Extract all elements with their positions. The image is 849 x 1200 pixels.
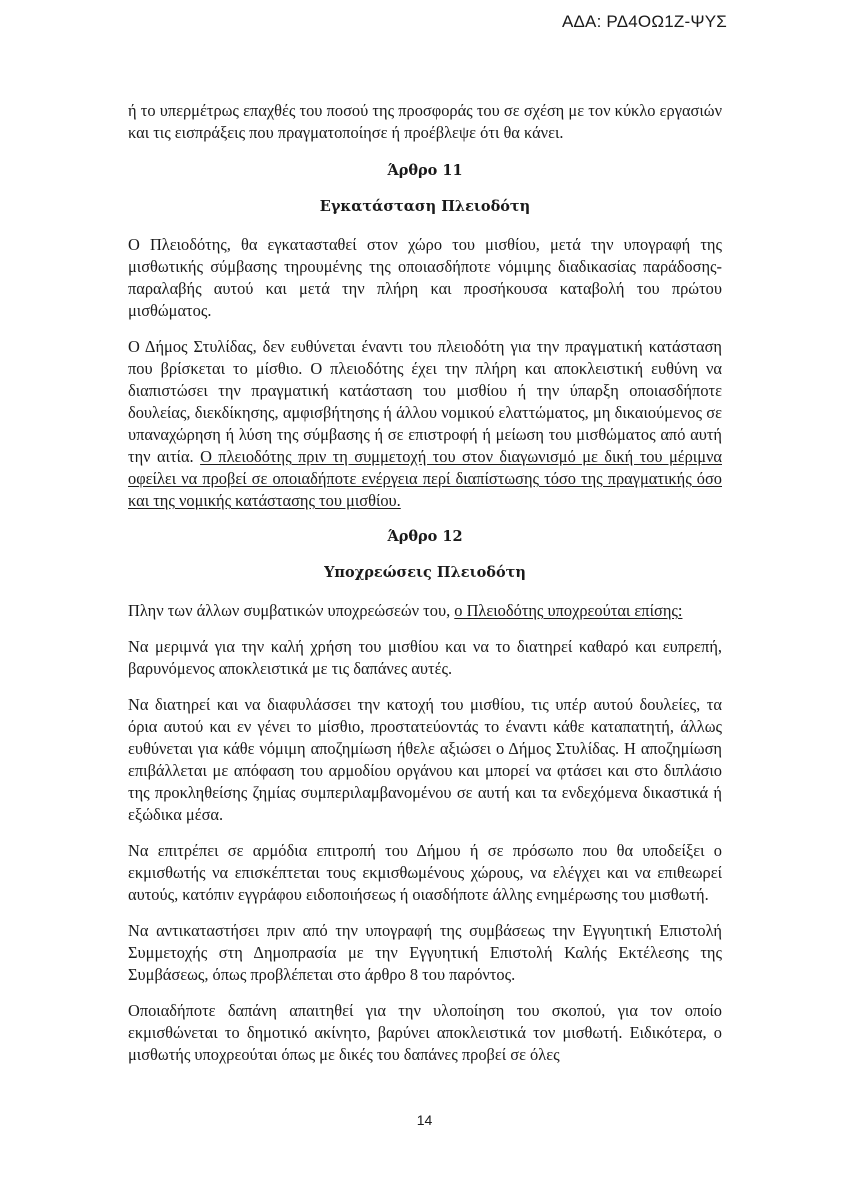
article-12-paragraph-4: Να αντικαταστήσει πριν από την υπογραφή της συμβάσεως την Εγγυητική Επιστολή Συμμετοχής στη Δημοπρασία με την Εγγυητική Επιστολή Καλής Εκτέλεσης της Συμβάσεως, όπως προβλέπεται στο άρθρο 8 του παρόντος. <box>128 921 722 984</box>
article-12-paragraph-5: Οποιαδήποτε δαπάνη απαιτηθεί για την υλοποίηση του σκοπού, για τον οποίο εκμισθώνεται το δημοτικό ακίνητο, βαρύνει αποκλειστικά τον μισθωτή. Ειδικότερα, ο μισθωτής υποχρεούται όπως με δικές του δαπάνες προβεί σε όλες <box>128 1001 722 1064</box>
article-11-number: Άρθρο 11 <box>387 162 463 179</box>
article-11-underlined-clause: Ο πλειοδότης πριν τη συμμετοχή του στον διαγωνισμό με δική του μέριμνα οφείλει να προβεί σε οποιαδήποτε ενέργεια περί διαπίστωσης τόσο της πραγματικής όσο και της νομικής κατάστασης του μισθίου. <box>128 447 722 510</box>
ada-code-header: ΑΔΑ: ΡΔ4ΟΩ1Ζ-ΨΥΣ <box>561 12 727 31</box>
article-11-paragraph-2-text: Ο Δήμος Στυλίδας, δεν ευθύνεται έναντι του πλειοδότη για την πραγματική κατάσταση που βρίσκεται το μίσθιο. Ο πλειοδότης έχει την πλήρη και αποκλειστική ευθύνη να διαπιστώσει την πραγματική κατάσταση του μισθίου ή την ύπαρξη οποιασδήποτε δουλείας, διεκδίκησης, αμφισβήτησης ή άλλου νομικού ελαττώματος, μη δικαιούμενος σε υπαναχώρηση ή λύση της σύμβασης ή σε επιστροφή ή μείωση του μισθώματος από αυτή την αιτία. <box>128 337 722 466</box>
article-11-title: Εγκατάσταση Πλειοδότη <box>319 198 531 215</box>
article-11-paragraph-2 <box>128 336 722 512</box>
article-12-paragraph-3: Να επιτρέπει σε αρμόδια επιτροπή του Δήμου ή σε πρόσωπο που θα υποδείξει ο εκμισθωτής να επισκέπτεται τους εκμισθωμένους χώρους, να ελέγχει και να επιθεωρεί αυτούς, κατόπιν εγγράφου ειδοποιήσεως ή οιασδήποτε άλλης ενημέρωσης του μισθωτή. <box>128 841 722 904</box>
article-12-intro-underlined: ο Πλειοδότης υποχρεούται επίσης: <box>454 601 683 620</box>
article-12-intro-text: Πλην των άλλων συμβατικών υποχρεώσεών του, <box>128 601 455 620</box>
intro-paragraph: ή το υπερμέτρως επαχθές του ποσού της προσφοράς του σε σχέση με τον κύκλο εργασιών και τις εισπράξεις που πραγματοποίησε ή προέβλεψε ότι θα κάνει. <box>128 101 722 142</box>
article-12-title: Υποχρεώσεις Πλειοδότη <box>324 564 526 581</box>
page-number: 14 <box>416 1112 433 1128</box>
document-body <box>128 100 722 1080</box>
article-12-paragraph-2: Να διατηρεί και να διαφυλάσσει την κατοχή του μισθίου, τις υπέρ αυτού δουλείες, τα όρια αυτού και εν γένει το μίσθιο, προστατεύοντάς το έναντι κάθε καταπατητή, άλλως ευθύνεται για κάθε νόμιμη αποζημίωση ήθελε αξιώσει ο Δήμος Στυλίδας. Η αποζημίωση επιβάλλεται με απόφαση του αρμοδίου οργάνου και μπορεί να φτάσει και στο διπλάσιο της προκληθείσης ζημίας συμπεριλαμβανομένου σε αυτή και τα ενδεχόμενα δικαστικά ή εξώδικα μέσα. <box>128 695 722 824</box>
article-12-intro <box>128 600 722 622</box>
article-12-number: Άρθρο 12 <box>387 528 463 545</box>
article-12-paragraph-1: Να μεριμνά για την καλή χρήση του μισθίου και να το διατηρεί καθαρό και ευπρεπή, βαρυνόμενος αποκλειστικά με τις δαπάνες αυτές. <box>128 637 722 678</box>
article-11-paragraph-1: Ο Πλειοδότης, θα εγκατασταθεί στον χώρο του μισθίου, μετά την υπογραφή της μισθωτικής σύμβασης τηρουμένης της οποιασδήποτε νόμιμης διαδικασίας παράδοσης-παραλαβής αυτού και μετά την πλήρη και προσήκουσα καταβολή του πρώτου μισθώματος. <box>128 235 722 320</box>
